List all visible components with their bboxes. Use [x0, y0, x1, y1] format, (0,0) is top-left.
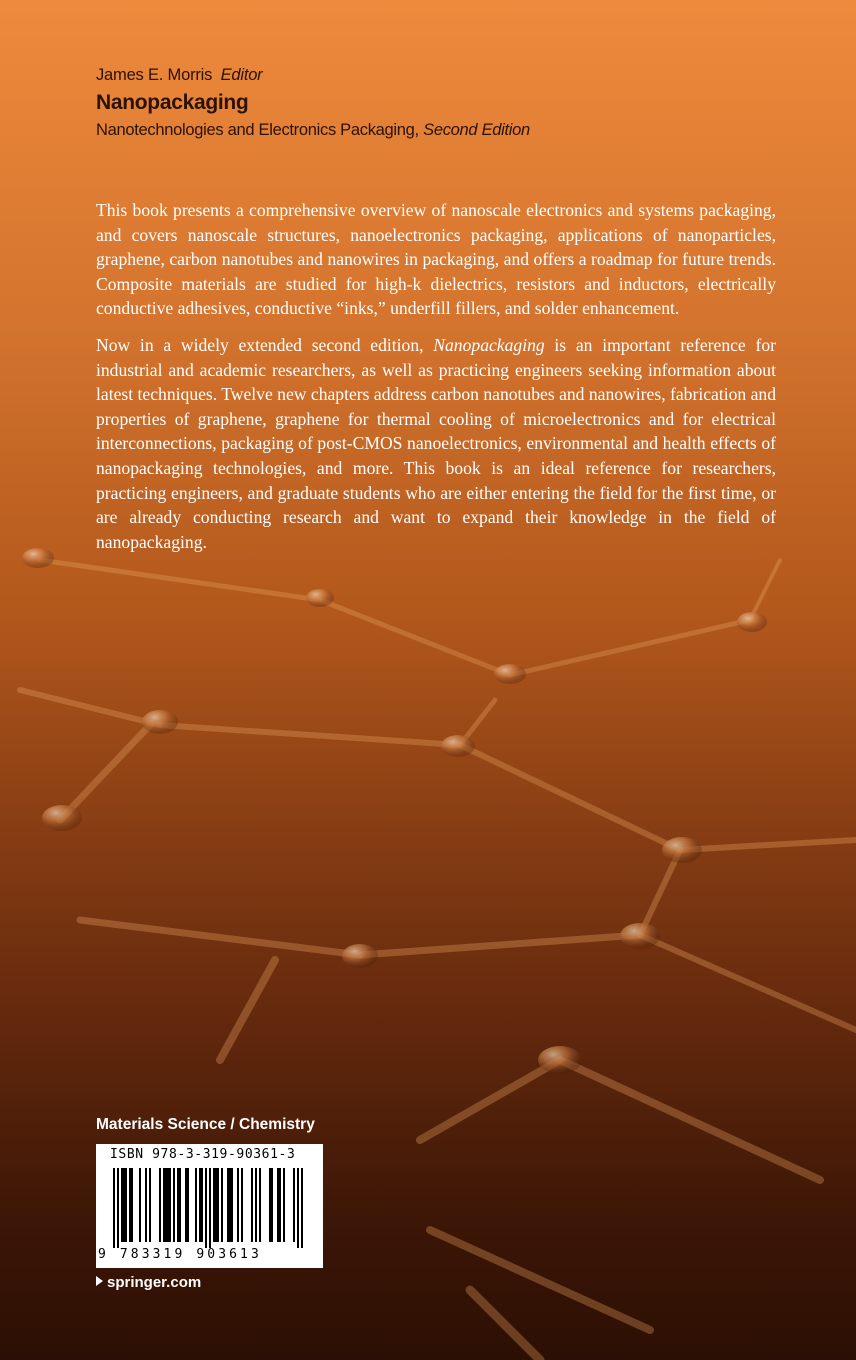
barcode-bar — [131, 1168, 133, 1242]
barcode-bar — [297, 1168, 299, 1248]
barcode-bar — [213, 1168, 215, 1242]
barcode-bar — [129, 1168, 131, 1242]
book-title: Nanopackaging — [96, 91, 249, 114]
subject-category: Materials Science / Chemistry — [96, 1116, 315, 1133]
publisher-website-text: springer.com — [107, 1274, 202, 1291]
barcode-bar — [227, 1168, 229, 1242]
barcode-bar — [237, 1168, 239, 1242]
barcode-bar — [251, 1168, 253, 1242]
description-p2-start: Now in a widely extended second edition, — [96, 334, 434, 355]
barcode-bar — [113, 1168, 115, 1248]
book-edition: Second Edition — [423, 121, 530, 139]
editor-line — [96, 66, 796, 85]
barcode-bar — [187, 1168, 189, 1242]
barcode-bar — [173, 1168, 175, 1242]
barcode-bar — [259, 1168, 261, 1242]
editor-name: James E. Morris — [96, 66, 213, 84]
description-paragraph-1: This book presents a comprehensive overview of nanoscale electronics and systems packaging, and covers nanoscale structures, nanoelectronics packaging, applications of nanoparticles, graphene, carbon nanotubes and nanowires in packaging, and offers a roadmap for future trends. Composite materials are studied for high-k dielectrics, resistors and inductors, electrically conductive adhesives, conductive “inks,” underfill fillers, and solder enhancement. — [96, 200, 776, 319]
book-header — [96, 66, 796, 140]
barcode-digits: 9 783319 903613 — [98, 1247, 262, 1262]
isbn-barcode — [96, 1144, 323, 1268]
barcode-bar — [201, 1168, 203, 1242]
barcode-bar — [209, 1168, 211, 1248]
barcode-bar — [279, 1168, 281, 1242]
barcode-bar — [163, 1168, 165, 1242]
barcode-bar — [149, 1168, 151, 1242]
barcode-bar — [169, 1168, 171, 1242]
barcode-bar — [185, 1168, 187, 1242]
description-p2-rest: is an important reference for industrial and academic researchers, as well as practicing engineers seeking information about latest techniques. Twelve new chapters address carbon nanotubes and nanowires, fabrication and properties of graphene, graphene for thermal cooling of microelectronics and for electrical interconnections, packaging of post-CMOS nanoelectronics, environmental and health effects of nanopackaging technologies, and more. This book is an ideal reference for researchers, practicing engineers, and graduate students who are either entering the field for the first time, or are already conducting research and want to expand their knowledge in the field of nanopackaging. — [96, 334, 776, 552]
barcode-bar — [255, 1168, 257, 1242]
barcode-bar — [271, 1168, 273, 1242]
barcode-bar — [283, 1168, 285, 1242]
barcode-bar — [159, 1168, 161, 1242]
editor-role: Editor — [220, 66, 263, 84]
barcode-bar — [215, 1168, 217, 1242]
book-description — [96, 198, 776, 566]
barcode-bar — [139, 1168, 141, 1242]
isbn-label: ISBN 978-3-319-90361-3 — [110, 1147, 296, 1162]
description-p2-title: Nanopackaging — [433, 334, 545, 355]
book-subtitle-line — [96, 121, 796, 140]
barcode-bar — [229, 1168, 231, 1242]
barcode-bar — [121, 1168, 123, 1242]
publisher-website-link[interactable] — [96, 1274, 201, 1291]
barcode-bar — [177, 1168, 179, 1242]
barcode-bar — [217, 1168, 219, 1242]
barcode-bar — [241, 1168, 243, 1242]
barcode-bar — [221, 1168, 223, 1242]
barcode-bar — [167, 1168, 169, 1242]
barcode-bar — [301, 1168, 303, 1248]
barcode-bars — [110, 1168, 310, 1248]
barcode-bar — [125, 1168, 127, 1242]
barcode-bar — [165, 1168, 167, 1242]
barcode-bar — [123, 1168, 125, 1242]
book-subtitle: Nanotechnologies and Electronics Packaging, — [96, 121, 419, 139]
barcode-bar — [277, 1168, 279, 1242]
barcode-bar — [293, 1168, 295, 1242]
triangle-right-icon — [96, 1276, 103, 1286]
barcode-bar — [179, 1168, 181, 1242]
barcode-bar — [199, 1168, 201, 1242]
barcode-bar — [269, 1168, 271, 1242]
barcode-bar — [117, 1168, 119, 1248]
barcode-bar — [195, 1168, 197, 1242]
description-paragraph-2 — [96, 333, 776, 554]
barcode-bar — [205, 1168, 207, 1248]
barcode-bar — [231, 1168, 233, 1242]
barcode-bar — [145, 1168, 147, 1242]
